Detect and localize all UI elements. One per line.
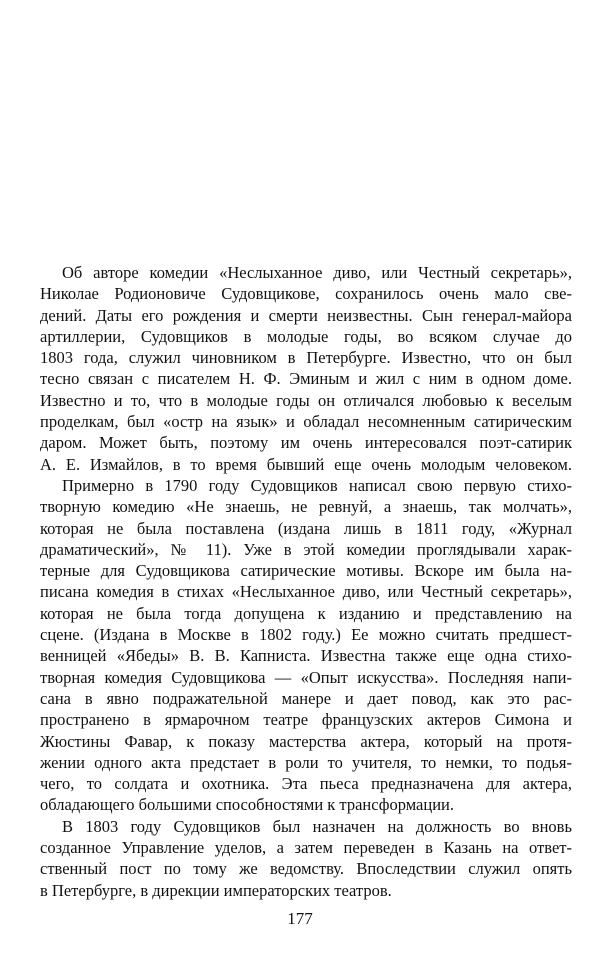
text-line: Жюстины Фавар, к показу мастерства актера, который на протя- — [40, 731, 572, 751]
text-line: созданное Управление уделов, а затем переведен в Казань на ответ- — [40, 838, 572, 858]
paragraph-1 — [40, 262, 572, 475]
text-line: артиллерии, Судовщиков в молодые годы, во всяком случае до — [40, 326, 572, 346]
text-line: терные для Судовщикова сатирические мотивы. Вскоре им была на- — [40, 561, 572, 581]
text-line: Николае Родионовиче Судовщикове, сохранилось очень мало све- — [40, 284, 572, 304]
paragraph-2 — [40, 475, 572, 816]
text-line: ственный пост по тому же ведомству. Впоследствии служил опять — [40, 859, 572, 879]
text-line: проделкам, был «остр на язык» и обладал несомненным сатирическим — [40, 412, 572, 432]
text-line: тесно связан с писателем Н. Ф. Эминым и жил с ним в одном доме. — [40, 369, 572, 389]
text-line: сана в явно подражательной манере и дает повод, как это рас- — [40, 688, 572, 708]
text-line: венницей «Ябеды» В. В. Капниста. Известна также еще одна стихо- — [40, 646, 572, 666]
text-line: жении одного акта предстает в роли то учителя, то немки, то подья- — [40, 752, 572, 772]
body-text — [40, 262, 572, 901]
page-number: 177 — [287, 909, 313, 928]
text-line: А. Е. Измайлов, в то время бывший еще очень молодым человеком. — [40, 454, 572, 474]
paragraph-3 — [40, 816, 572, 901]
text-line: которая не была поставлена (издана лишь в 1811 году, «Журнал — [40, 518, 572, 538]
text-line: которая не была тогда допущена к изданию и представлению на — [40, 603, 572, 623]
text-line: творная комедия Судовщикова — «Опыт искусства». Последняя напи- — [40, 667, 572, 687]
text-line: обладающего большими способностями к трансформации. — [40, 795, 454, 815]
text-line: даром. Может быть, поэтому им очень интересовался поэт-сатирик — [40, 433, 572, 453]
text-line: пространено в ярмарочном театре французских актеров Симона и — [40, 710, 572, 730]
text-line: Примерно в 1790 году Судовщиков написал свою первую стихо- — [62, 475, 572, 495]
text-line: в Петербурге, в дирекции императорских театров. — [40, 880, 392, 900]
text-line: В 1803 году Судовщиков был назначен на должность во вновь — [62, 816, 572, 836]
text-line: сцене. (Издана в Москве в 1802 году.) Ее можно считать предшест- — [40, 625, 572, 645]
text-line: писана комедия в стихах «Неслыханное диво, или Честный секретарь», — [40, 582, 572, 602]
text-line: 1803 года, служил чиновником в Петербурге. Известно, что он был — [40, 348, 572, 368]
text-line: Известно и то, что в молодые годы он отличался любовью к веселым — [40, 390, 572, 410]
text-line: Об авторе комедии «Неслыханное диво, или Честный секретарь», — [62, 263, 572, 282]
text-line: дений. Даты его рождения и смерти неизвестны. Сын генерал-майора — [40, 305, 572, 325]
text-line: творную комедию «Не знаешь, не ревнуй, а знаешь, так молчать», — [40, 497, 572, 517]
text-line: драматический», № 11). Уже в этой комедии проглядывали харак- — [40, 539, 572, 559]
text-line: чего, то солдата и охотника. Эта пьеса предназначена для актера, — [40, 774, 572, 794]
